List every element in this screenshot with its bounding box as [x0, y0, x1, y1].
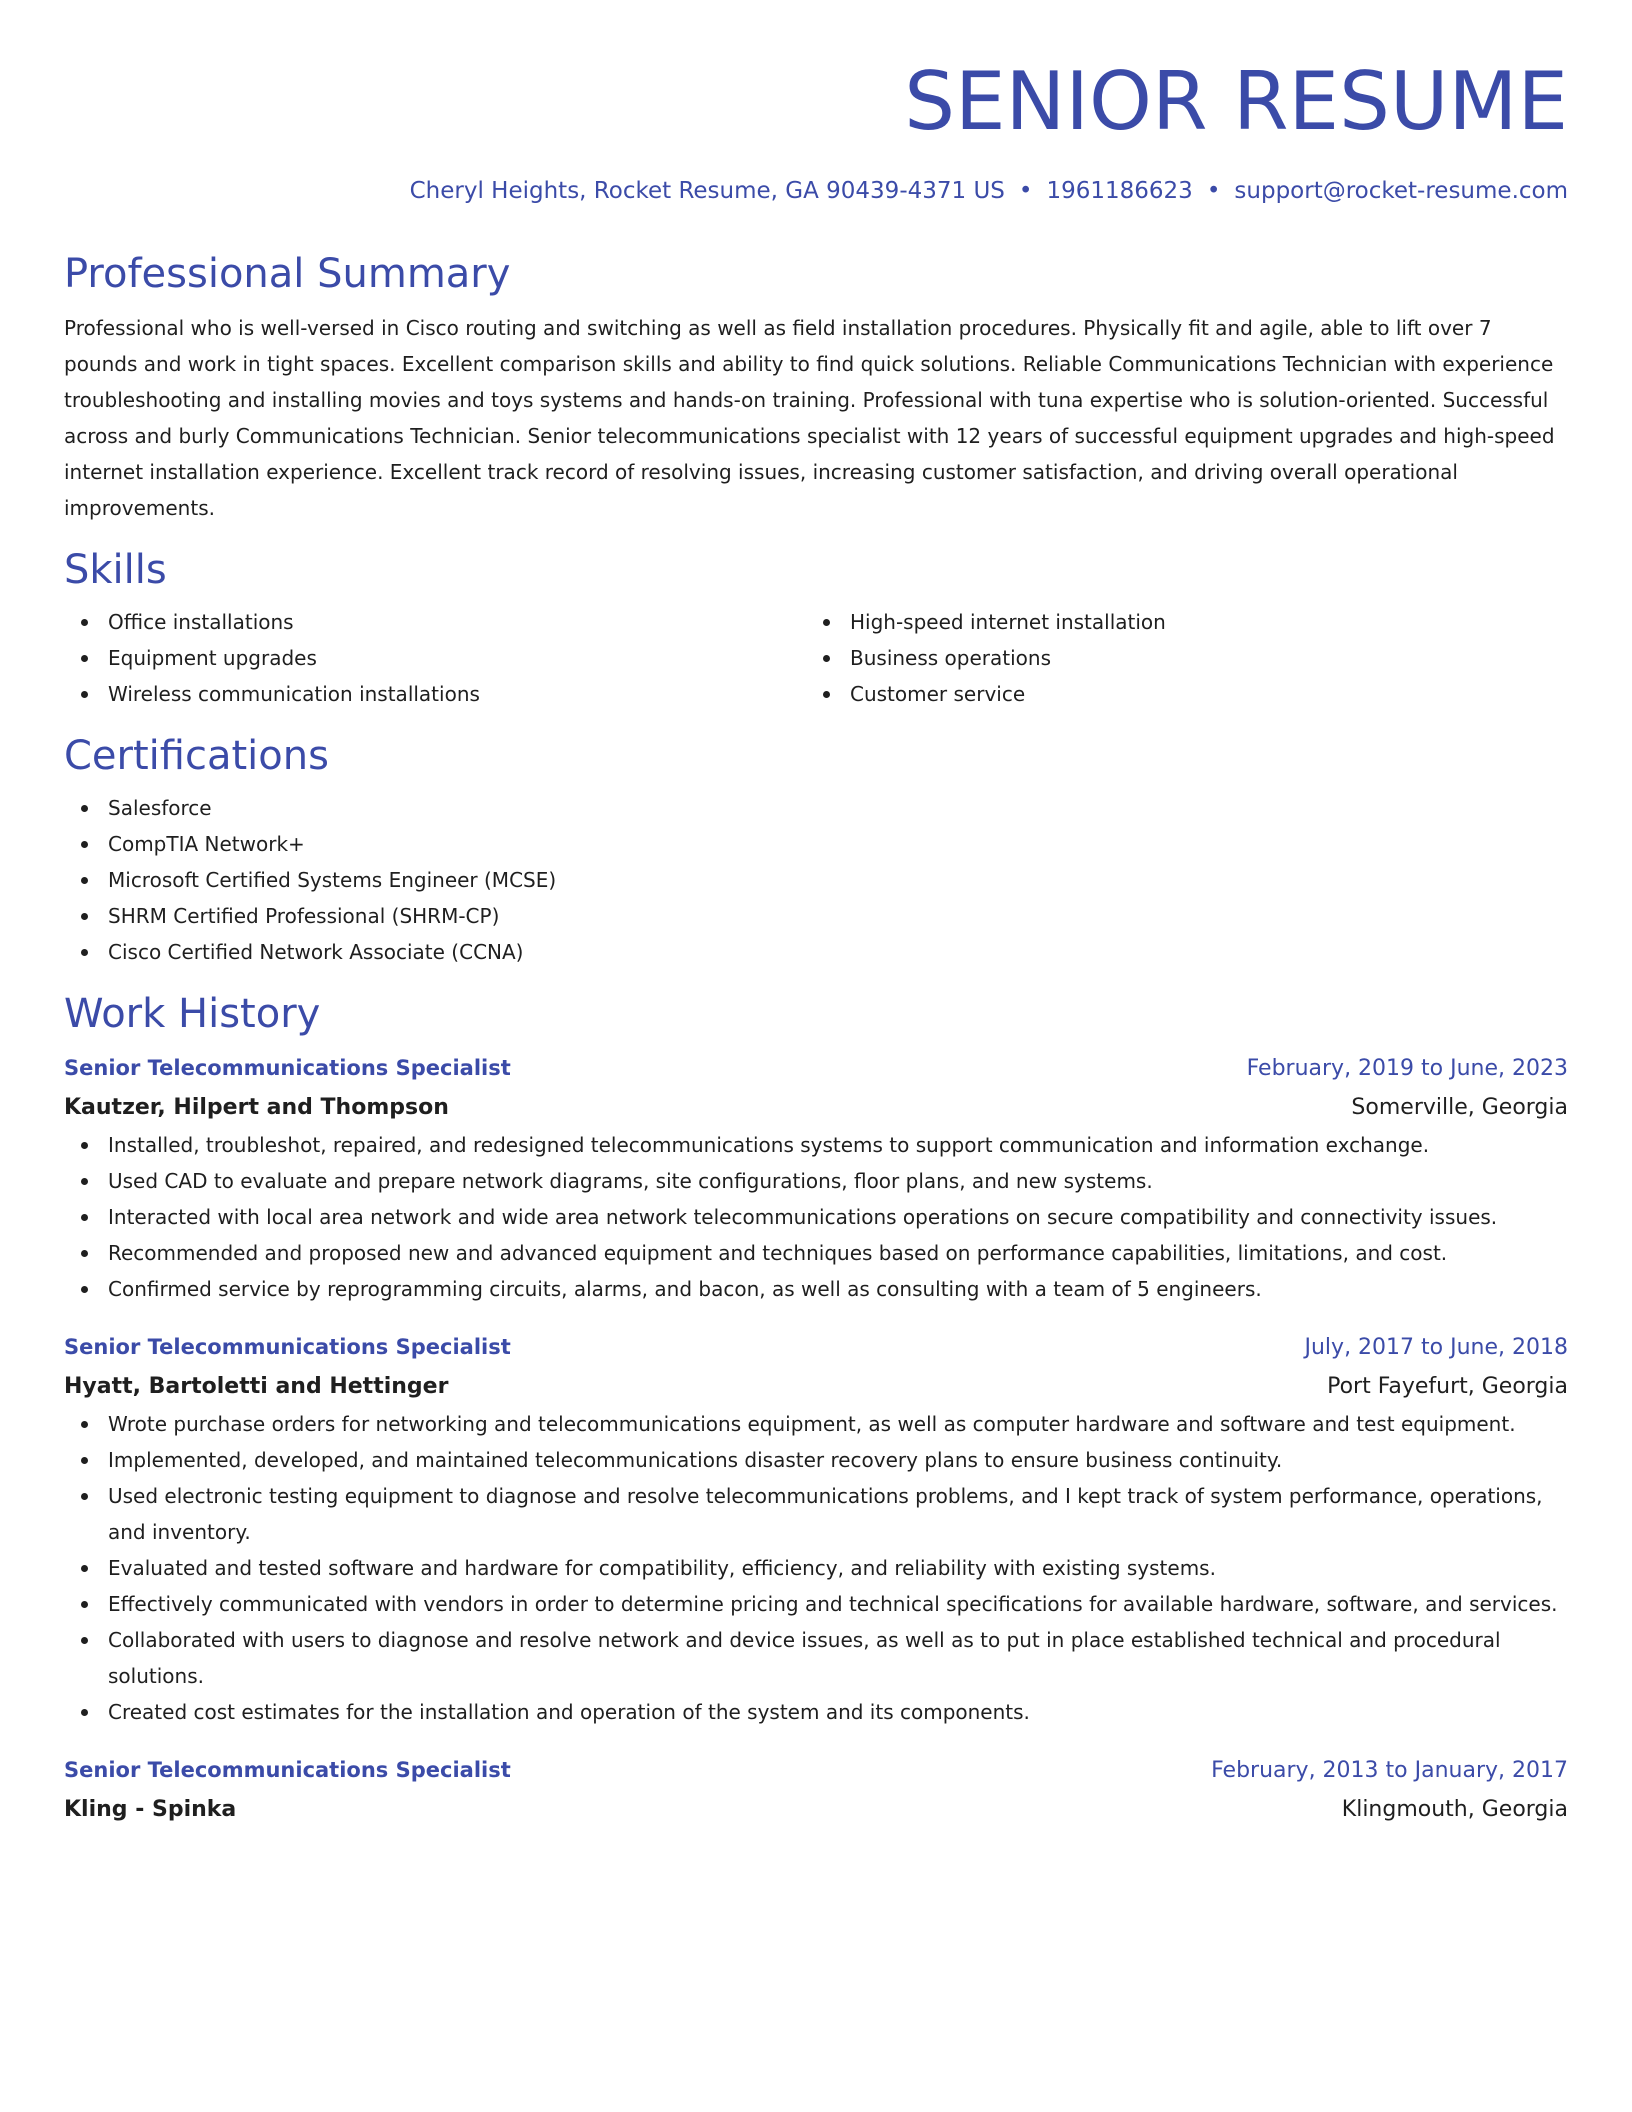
- skills-list: [64, 604, 1568, 712]
- skill-item: Business operations: [806, 640, 1548, 676]
- job-location: Somerville, Georgia: [1351, 1094, 1568, 1120]
- job-employer: Kling - Spinka: [64, 1796, 237, 1822]
- skills-column-right: [806, 604, 1548, 712]
- job-employer: Hyatt, Bartoletti and Hettinger: [64, 1373, 449, 1399]
- contact-separator: •: [1018, 178, 1033, 204]
- email-link[interactable]: support@rocket-resume.com: [1234, 178, 1568, 204]
- skill-item: Customer service: [806, 676, 1548, 712]
- certification-item: SHRM Certified Professional (SHRM-CP): [64, 898, 1568, 934]
- job-duty-item: Evaluated and tested software and hardware for compatibility, efficiency, and reliability with existing systems.: [64, 1550, 1568, 1586]
- certifications-list: [64, 790, 1568, 970]
- job-location: Klingmouth, Georgia: [1341, 1796, 1568, 1822]
- job-title: Senior Telecommunications Specialist: [64, 1055, 511, 1080]
- job-duty-item: Used CAD to evaluate and prepare network diagrams, site configurations, floor plans, and new systems.: [64, 1163, 1568, 1199]
- resume-page: [64, 0, 1568, 1829]
- job-dates: February, 2019 to June, 2023: [1246, 1055, 1568, 1081]
- job-dates: February, 2013 to January, 2017: [1211, 1757, 1568, 1783]
- job-entry: [64, 1327, 1568, 1730]
- job-duties-list: [64, 1406, 1568, 1730]
- job-entry: [64, 1750, 1568, 1829]
- job-duty-item: Confirmed service by reprogramming circuits, alarms, and bacon, as well as consulting with a team of 5 engineers.: [64, 1271, 1568, 1307]
- job-subheader: [64, 1791, 1568, 1829]
- contact-separator: •: [1206, 178, 1221, 204]
- certifications-heading: Certifications: [64, 732, 329, 779]
- job-dates: July, 2017 to June, 2018: [1304, 1334, 1568, 1360]
- job-title: Senior Telecommunications Specialist: [64, 1334, 511, 1359]
- job-entry: [64, 1048, 1568, 1307]
- skills-column-left: [64, 604, 806, 712]
- resume-title: SENIOR RESUME: [904, 55, 1568, 148]
- job-subheader: [64, 1089, 1568, 1127]
- skills-heading: Skills: [64, 546, 167, 593]
- address-text: Cheryl Heights, Rocket Resume, GA 90439-4371 US: [409, 178, 1005, 204]
- job-title: Senior Telecommunications Specialist: [64, 1757, 511, 1782]
- work-history-heading: Work History: [64, 990, 321, 1037]
- job-header: [64, 1327, 1568, 1368]
- job-header: [64, 1750, 1568, 1791]
- job-subheader: [64, 1368, 1568, 1406]
- job-duty-item: Effectively communicated with vendors in order to determine pricing and technical specifications for available hardware, software, and services.: [64, 1586, 1568, 1622]
- job-duties-list: [64, 1127, 1568, 1307]
- summary-text: Professional who is well-versed in Cisco routing and switching as well as field installation procedures. Physically fit and agile, able to lift over 7 pounds and work in tight spaces. Excellent comparison skills and ability to find quick solutions. Reliable Communications Technician with experience troubleshooting and installing movies and toys systems and hands-on training. Professional with tuna expertise who is solution-oriented. Successful across and burly Communications Technician. Senior telecommunications specialist with 12 years of successful equipment upgrades and high-speed internet installation experience. Excellent track record of resolving issues, increasing customer satisfaction, and driving overall operational improvements.: [64, 315, 1555, 520]
- job-duty-item: Installed, troubleshot, repaired, and redesigned telecommunications systems to support communication and information exchange.: [64, 1127, 1568, 1163]
- job-duty-item: Collaborated with users to diagnose and resolve network and device issues, as well as to put in place established technical and procedural solutions.: [64, 1622, 1568, 1694]
- job-duty-item: Used electronic testing equipment to diagnose and resolve telecommunications problems, and I kept track of system performance, operations, and inventory.: [64, 1478, 1568, 1550]
- job-location: Port Fayefurt, Georgia: [1327, 1373, 1568, 1399]
- job-duty-item: Recommended and proposed new and advanced equipment and techniques based on performance capabilities, limitations, and cost.: [64, 1235, 1568, 1271]
- skill-item: Wireless communication installations: [64, 676, 806, 712]
- skill-item: Equipment upgrades: [64, 640, 806, 676]
- summary-heading: Professional Summary: [64, 250, 511, 297]
- phone-text: 1961186623: [1046, 178, 1193, 204]
- contact-line: [64, 178, 1568, 206]
- certification-item: Salesforce: [64, 790, 1568, 826]
- skill-item: Office installations: [64, 604, 806, 640]
- job-duty-item: Implemented, developed, and maintained telecommunications disaster recovery plans to ensure business continuity.: [64, 1442, 1568, 1478]
- job-duty-item: Interacted with local area network and wide area network telecommunications operations on secure compatibility and connectivity issues.: [64, 1199, 1568, 1235]
- job-employer: Kautzer, Hilpert and Thompson: [64, 1094, 449, 1120]
- job-duty-item: Wrote purchase orders for networking and telecommunications equipment, as well as computer hardware and software and test equipment.: [64, 1406, 1568, 1442]
- skill-item: High-speed internet installation: [806, 604, 1548, 640]
- certification-item: CompTIA Network+: [64, 826, 1568, 862]
- certification-item: Microsoft Certified Systems Engineer (MCSE): [64, 862, 1568, 898]
- certification-item: Cisco Certified Network Associate (CCNA): [64, 934, 1568, 970]
- job-header: [64, 1048, 1568, 1089]
- job-duty-item: Created cost estimates for the installation and operation of the system and its components.: [64, 1694, 1568, 1730]
